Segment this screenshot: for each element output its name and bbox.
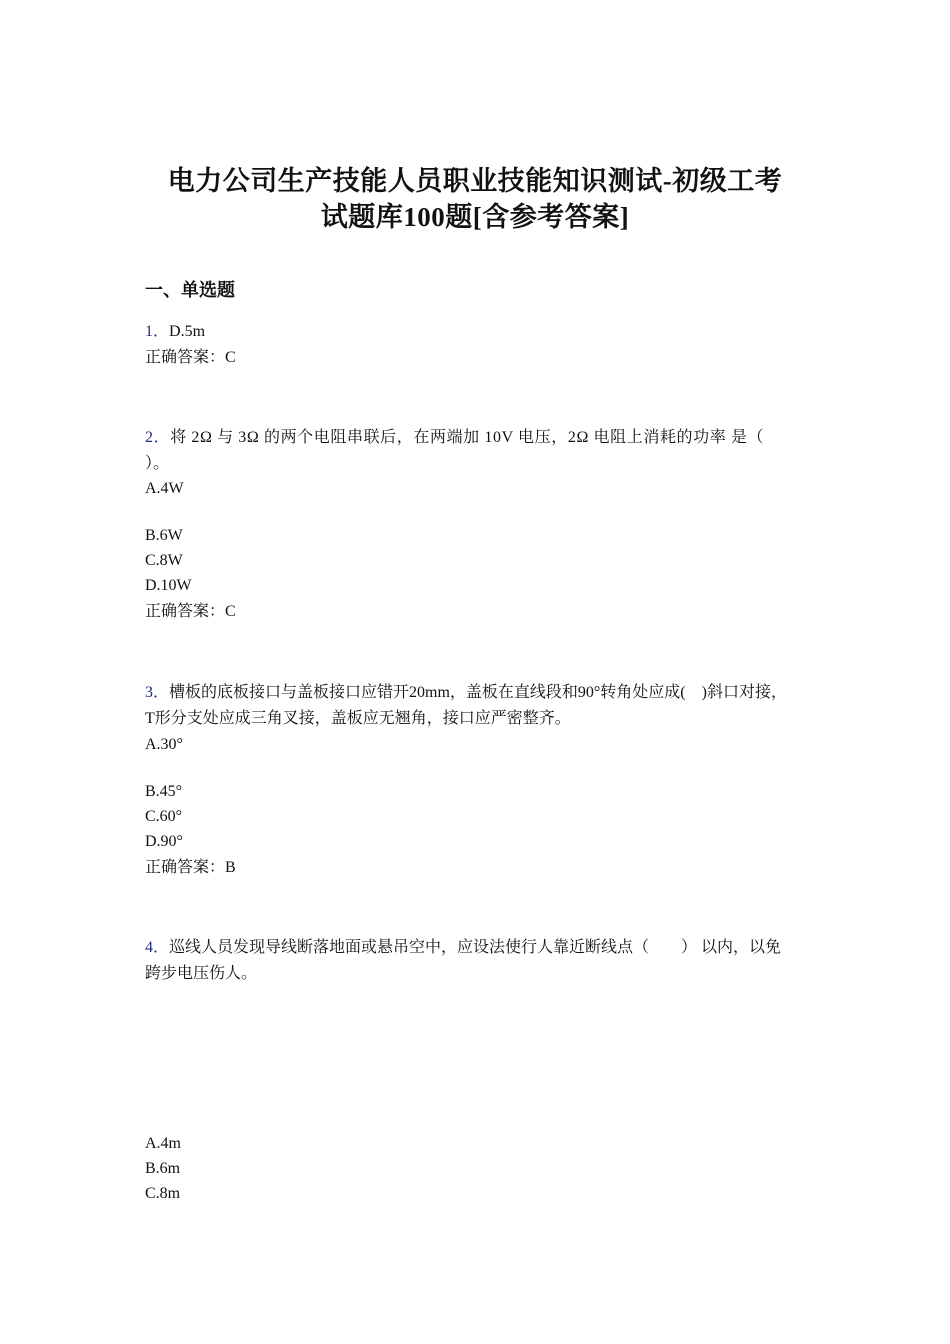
question-number: 2．: [145, 429, 171, 446]
question-2-stem: [145, 427, 764, 449]
title-line-2: 试题库100题[含参考答案]: [320, 202, 630, 232]
question-2-option-c: C.8W: [145, 552, 183, 569]
question-2-answer: 正确答案：C: [145, 603, 236, 620]
title-line-1: 电力公司生产技能人员职业技能知识测试-初级工考: [167, 166, 783, 196]
question-3-answer: 正确答案：B: [145, 859, 236, 876]
question-number: 1．: [145, 323, 170, 340]
question-4-option-b: B.6m: [145, 1160, 181, 1177]
question-number: 4．: [145, 939, 170, 956]
question-4-stem: [145, 937, 781, 959]
question-number: 3．: [145, 684, 170, 701]
question-2-stem-continued: ）。: [145, 455, 170, 472]
question-text: 将 2Ω 与 3Ω 的两个电阻串联后，在两端加 10V 电压，2Ω 电阻上消耗的功率 是（: [170, 429, 765, 446]
question-text: 槽板的底板接口与盖板接口应错开20mm，盖板在直线段和90°转角处应成( )斜口对接，: [169, 684, 787, 701]
question-4-option-c: C.8m: [145, 1185, 181, 1202]
question-3-option-c: C.60°: [145, 808, 183, 825]
question-1-answer: 正确答案：C: [145, 349, 236, 366]
question-3-stem: [145, 682, 787, 704]
question-2-option-a: A.4W: [145, 480, 184, 497]
question-text: D.5m: [169, 323, 206, 340]
section-heading: 一、单选题: [145, 280, 235, 300]
question-1-stem: [145, 321, 205, 343]
question-4-stem-continued: 跨步电压伤人。: [145, 965, 258, 982]
question-3-option-d: D.90°: [145, 833, 183, 850]
document-title: [0, 163, 950, 235]
question-2-option-d: D.10W: [145, 577, 192, 594]
question-4-option-a: A.4m: [145, 1135, 181, 1152]
question-text: 巡线人员发现导线断落地面或悬吊空中，应设法使行人靠近断线点（ ） 以内，以免: [169, 939, 782, 956]
question-3-option-b: B.45°: [145, 783, 183, 800]
question-3-option-a: A.30°: [145, 736, 183, 753]
question-3-stem-continued: T形分支处应成三角叉接，盖板应无翘角，接口应严密整齐。: [145, 710, 571, 727]
question-2-option-b: B.6W: [145, 527, 183, 544]
